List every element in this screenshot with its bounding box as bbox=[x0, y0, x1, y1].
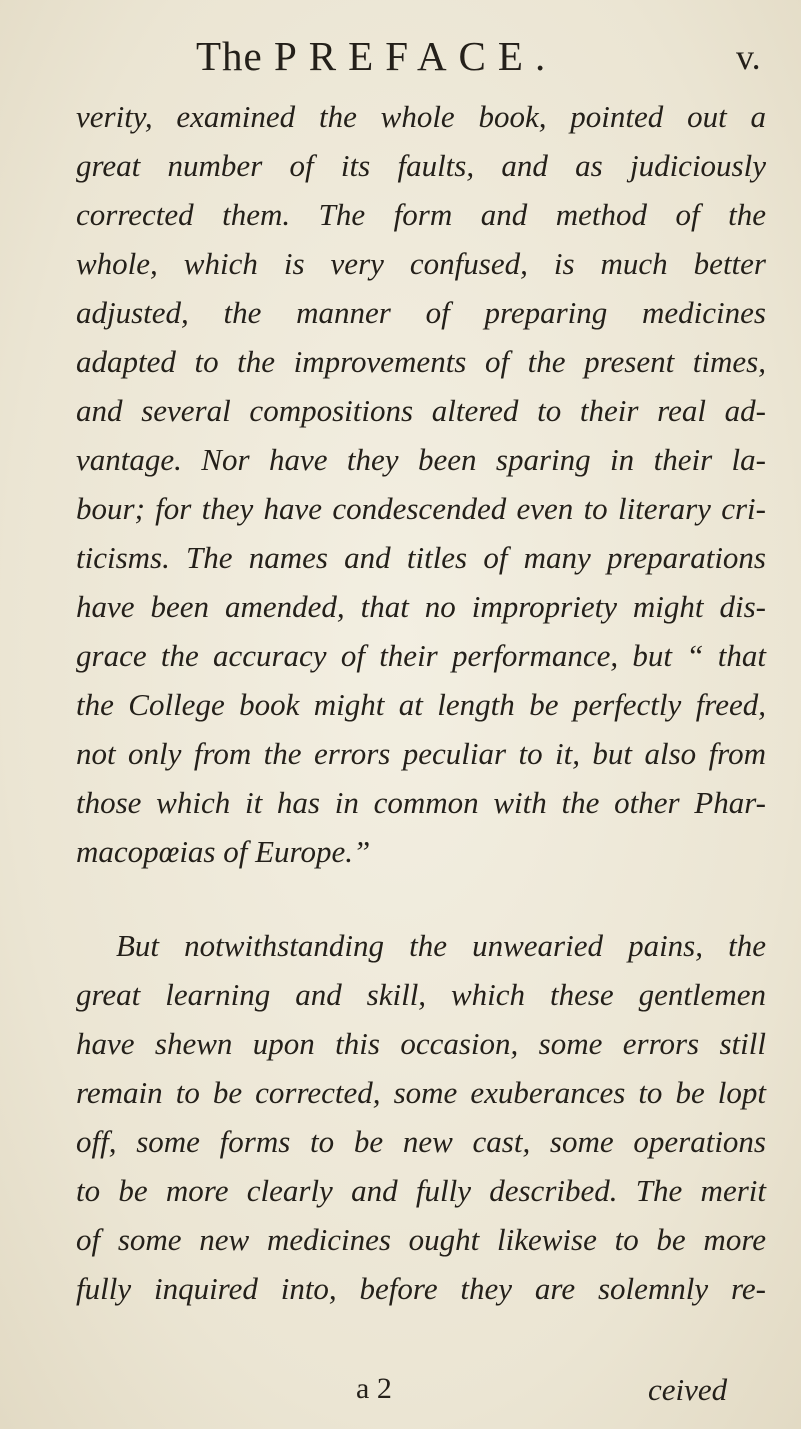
text-line: adjusted, the manner of preparing medicines bbox=[76, 295, 766, 330]
text-line: have been amended, that no impropriety might dis- bbox=[76, 589, 766, 624]
text-line: ticisms. The names and titles of many preparations bbox=[76, 540, 766, 575]
text-line: But notwithstanding the unwearied pains, the bbox=[116, 928, 766, 963]
text-line: remain to be corrected, some exuberances to be lopt bbox=[76, 1075, 766, 1110]
text-line: corrected them. The form and method of the bbox=[76, 197, 766, 232]
text-line: the College book might at length be perfectly freed, bbox=[76, 687, 766, 722]
text-line: great number of its faults, and as judiciously bbox=[76, 148, 766, 183]
paragraph-1 bbox=[76, 92, 766, 876]
catchword: ceived bbox=[648, 1372, 728, 1407]
text-line: grace the accuracy of their performance, but “ that bbox=[76, 638, 766, 673]
text-line: those which it has in common with the other Phar- bbox=[76, 785, 766, 820]
signature-mark: a 2 bbox=[356, 1372, 392, 1405]
running-title bbox=[196, 32, 557, 80]
text-line: not only from the errors peculiar to it, but also from bbox=[76, 736, 766, 771]
text-line: whole, which is very confused, is much better bbox=[76, 246, 766, 281]
text-line: bour; for they have condescended even to literary cri- bbox=[76, 491, 766, 526]
text-line: adapted to the improvements of the present times, bbox=[76, 344, 766, 379]
running-title-word: PREFACE. bbox=[274, 33, 558, 79]
page-header bbox=[0, 32, 801, 82]
page-footer bbox=[0, 1372, 801, 1412]
text-line: verity, examined the whole book, pointed out a bbox=[76, 99, 766, 134]
body-text bbox=[76, 92, 766, 1313]
paragraph-gap bbox=[76, 876, 766, 921]
text-line: macopœias of Europe.” bbox=[76, 834, 371, 869]
text-line: great learning and skill, which these gentlemen bbox=[76, 977, 766, 1012]
paragraph-2 bbox=[76, 921, 766, 1313]
running-title-prefix: The bbox=[196, 33, 263, 79]
page-number: v. bbox=[736, 37, 761, 77]
text-line: fully inquired into, before they are solemnly re- bbox=[76, 1271, 766, 1306]
text-line: vantage. Nor have they been sparing in their la- bbox=[76, 442, 766, 477]
text-line: to be more clearly and fully described. The merit bbox=[76, 1173, 766, 1208]
text-line: have shewn upon this occasion, some errors still bbox=[76, 1026, 766, 1061]
text-line: off, some forms to be new cast, some operations bbox=[76, 1124, 766, 1159]
text-line: and several compositions altered to their real ad- bbox=[76, 393, 766, 428]
text-line: of some new medicines ought likewise to be more bbox=[76, 1222, 766, 1257]
